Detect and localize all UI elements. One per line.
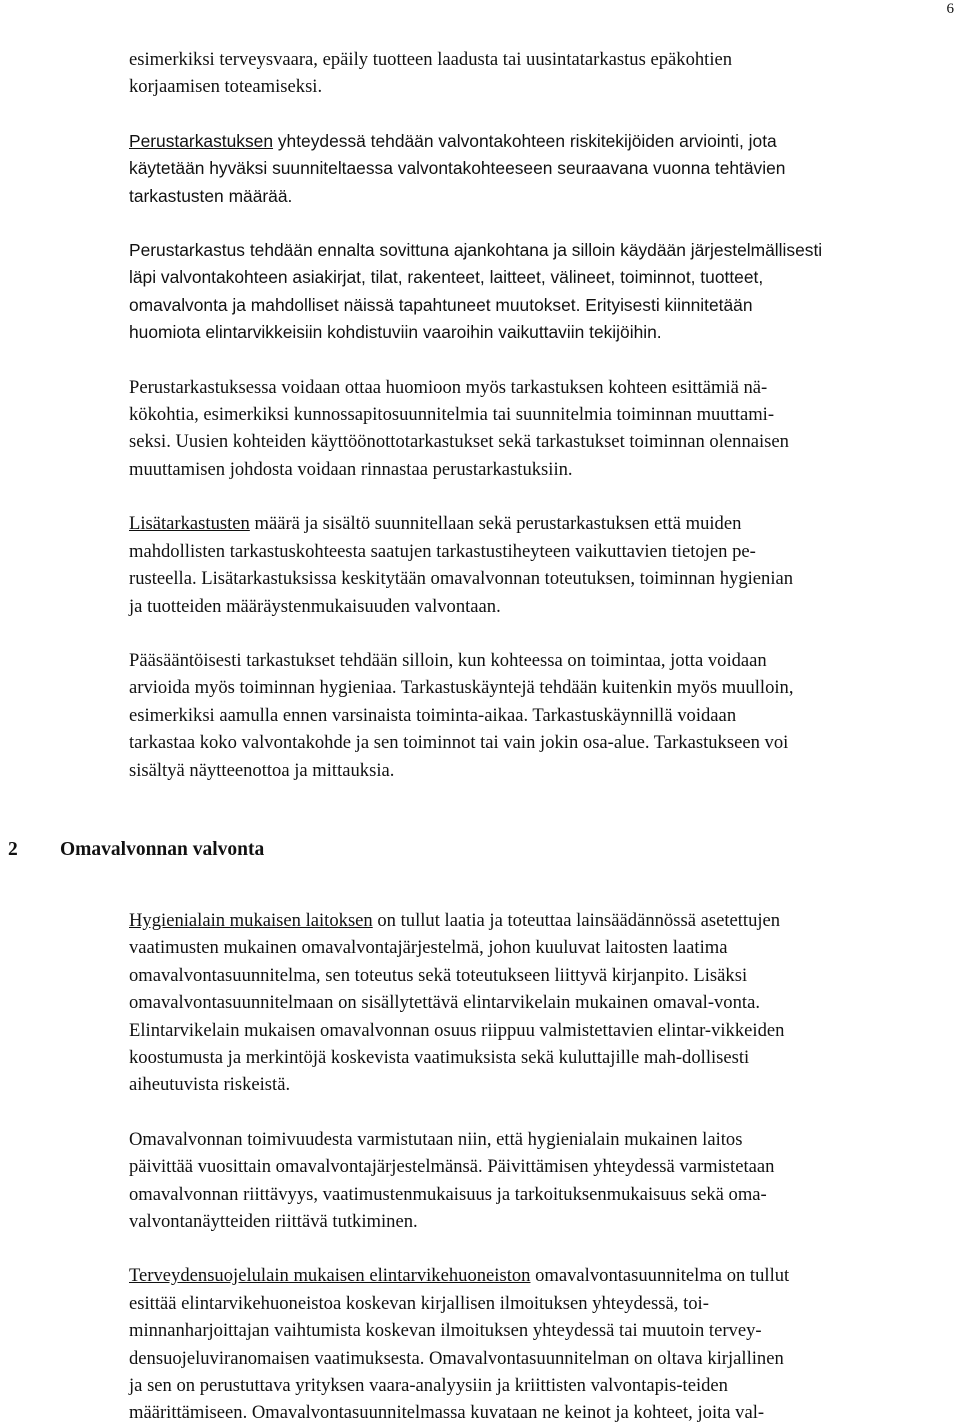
paragraph-terveydensuojelulaki	[129, 1262, 944, 1426]
text-line: tarkastusten määrää.	[129, 185, 293, 206]
text-line: kökohtia, esimerkiksi kunnossapitosuunnitelmia tai suunnitelmia toiminnan muuttami-	[129, 404, 775, 426]
text-line: päivittää vuosittain omavalvontajärjestelmänsä. Päivittämisen yhteydessä varmistetaan	[129, 1156, 775, 1178]
text-line: koostumusta ja merkintöjä koskevista vaatimuksista sekä kuluttajille mah-dollisesti	[129, 1046, 750, 1068]
paragraph-hygienialaki	[129, 907, 944, 1099]
text-line: huomiota elintarvikkeisiin kohdistuviin vaaroihin vaikuttaviin tekijöihin.	[129, 322, 662, 343]
paragraph-paasaantoisesti	[129, 647, 944, 784]
text-line: esimerkiksi aamulla ennen varsinaista toiminta-aikaa. Tarkastuskäynnillä voidaan	[129, 704, 737, 726]
text-line: omavalvontasuunnitelma, sen toteutus sekä toteutukseen liittyvä kirjanpito. Lisäksi	[129, 964, 748, 986]
text-fragment: yhteydessä tehdään valvontakohteen riskitekijöiden arviointi, jota	[273, 130, 777, 151]
paragraph-toimivuus	[129, 1126, 944, 1236]
term-hygienialain-laitos: Hygienialain mukaisen laitoksen	[129, 909, 373, 931]
paragraph-lisatarkastukset	[129, 510, 944, 620]
paragraph-perustarkastus-details	[129, 237, 944, 347]
text-line: densuojeluviranomaisen vaatimuksesta. Omavalvontasuunnitelman on oltava kirjallinen	[129, 1347, 784, 1369]
text-line: Omavalvonnan toimivuudesta varmistutaan niin, että hygienialain mukainen laitos	[129, 1128, 743, 1150]
text-line: seksi. Uusien kohteiden käyttöönottotarkastukset sekä tarkastukset toiminnan olennaisen	[129, 431, 789, 453]
text-fragment: määrä ja sisältö suunnitellaan sekä perustarkastuksen että muiden	[249, 513, 742, 535]
section-number: 2	[8, 838, 18, 860]
text-line: omavalvonnan riittävyys, vaatimustenmukaisuus ja tarkoituksenmukaisuus sekä oma-	[129, 1183, 767, 1205]
text-line: arvioida myös toiminnan hygieniaa. Tarkastuskäyntejä tehdään kuitenkin myös muulloin,	[129, 677, 794, 699]
text-line: vaatimusten mukainen omavalvontajärjestelmä, johon kuuluvat laitosten laatima	[129, 937, 728, 959]
paragraph-perustarkastus-intro	[129, 128, 944, 210]
text-line	[129, 510, 944, 537]
section-heading	[0, 836, 944, 864]
term-terveydensuojelulain-huoneisto: Terveydensuojelulain mukaisen elintarvikehuoneiston	[129, 1265, 531, 1287]
text-line	[129, 1262, 944, 1289]
text-line	[129, 907, 944, 934]
text-line: sisältyä näytteenottoa ja mittauksia.	[129, 759, 395, 781]
text-line: esittää elintarvikehuoneistoa koskevan kirjallisen ilmoituksen yhteydessä, toi-	[129, 1292, 709, 1314]
text-line: Elintarvikelain mukaisen omavalvonnan osuus riippuu valmistettavien elintar-vikkeiden	[129, 1019, 785, 1041]
text-line: valvontanäytteiden riittävä tutkiminen.	[129, 1211, 418, 1232]
text-fragment: omavalvontasuunnitelma on tullut	[530, 1265, 790, 1287]
text-line: käytetään hyväksi suunniteltaessa valvontakohteeseen seuraavana vuonna tehtävien	[129, 158, 786, 179]
text-line: esimerkiksi terveysvaara, epäily tuotteen laadusta tai uusintatarkastus epäkohtien	[129, 49, 733, 70]
text-line: omavalvontasuunnitelmaan on sisällytettävä elintarvikelain mukainen omaval-vonta.	[129, 992, 760, 1014]
section-title: Omavalvonnan valvonta	[60, 838, 265, 860]
term-lisatarkastusten: Lisätarkastusten	[129, 513, 250, 535]
text-fragment: on tullut laatia ja toteuttaa lainsäädännössä asetettujen	[372, 909, 781, 931]
text-line: omavalvonta ja mahdolliset näissä tapahtuneet muutokset. Erityisesti kiinnitetään	[129, 294, 753, 315]
text-line: Pääsääntöisesti tarkastukset tehdään silloin, kun kohteessa on toimintaa, jotta voidaan	[129, 649, 767, 671]
text-line: rusteella. Lisätarkastuksissa keskitytään omavalvonnan toteutuksen, toiminnan hygienian	[129, 568, 794, 590]
text-line: mahdollisten tarkastuskohteesta saatujen tarkastustiheyteen vaikuttavien tietojen pe-	[129, 540, 756, 562]
document-body	[8, 46, 944, 1427]
text-line	[129, 128, 944, 155]
term-perustarkastuksen: Perustarkastuksen	[129, 130, 274, 151]
text-line: Perustarkastuksessa voidaan ottaa huomioon myös tarkastuksen kohteen esittämiä nä-	[129, 376, 768, 398]
paragraph-perustarkastuksessa	[129, 374, 944, 484]
text-line: minnanharjoittajan vaihtumista koskevan ilmoituksen yhteydessä tai muutoin tervey-	[129, 1320, 762, 1342]
page-number: 6	[946, 1, 954, 17]
text-line: Perustarkastus tehdään ennalta sovittuna ajankohtana ja silloin käydään järjestelmällisesti	[129, 240, 823, 261]
text-line: korjaamisen toteamiseksi.	[129, 76, 323, 98]
text-line: ja tuotteiden määräystenmukaisuuden valvontaan.	[129, 595, 501, 617]
text-line: läpi valvontakohteen asiakirjat, tilat, rakenteet, laitteet, välineet, toiminnot, tuotteet,	[129, 267, 764, 288]
text-line: ja sen on perustuttava yrityksen vaara-analyysiin ja kriittisten valvontapis-teiden	[129, 1375, 728, 1397]
text-line: muuttamisen johdosta voidaan rinnastaa perustarkastuksiin.	[129, 458, 573, 480]
text-line: aiheutuvista riskeistä.	[129, 1074, 291, 1096]
text-line: tarkastaa koko valvontakohde ja sen toiminnot tai vain jokin osa-alue. Tarkastukseen voi	[129, 732, 789, 754]
paragraph-1	[129, 46, 944, 101]
text-line: määrittämiseen. Omavalvontasuunnitelmassa kuvataan ne keinot ja kohteet, joita val-	[129, 1402, 765, 1424]
